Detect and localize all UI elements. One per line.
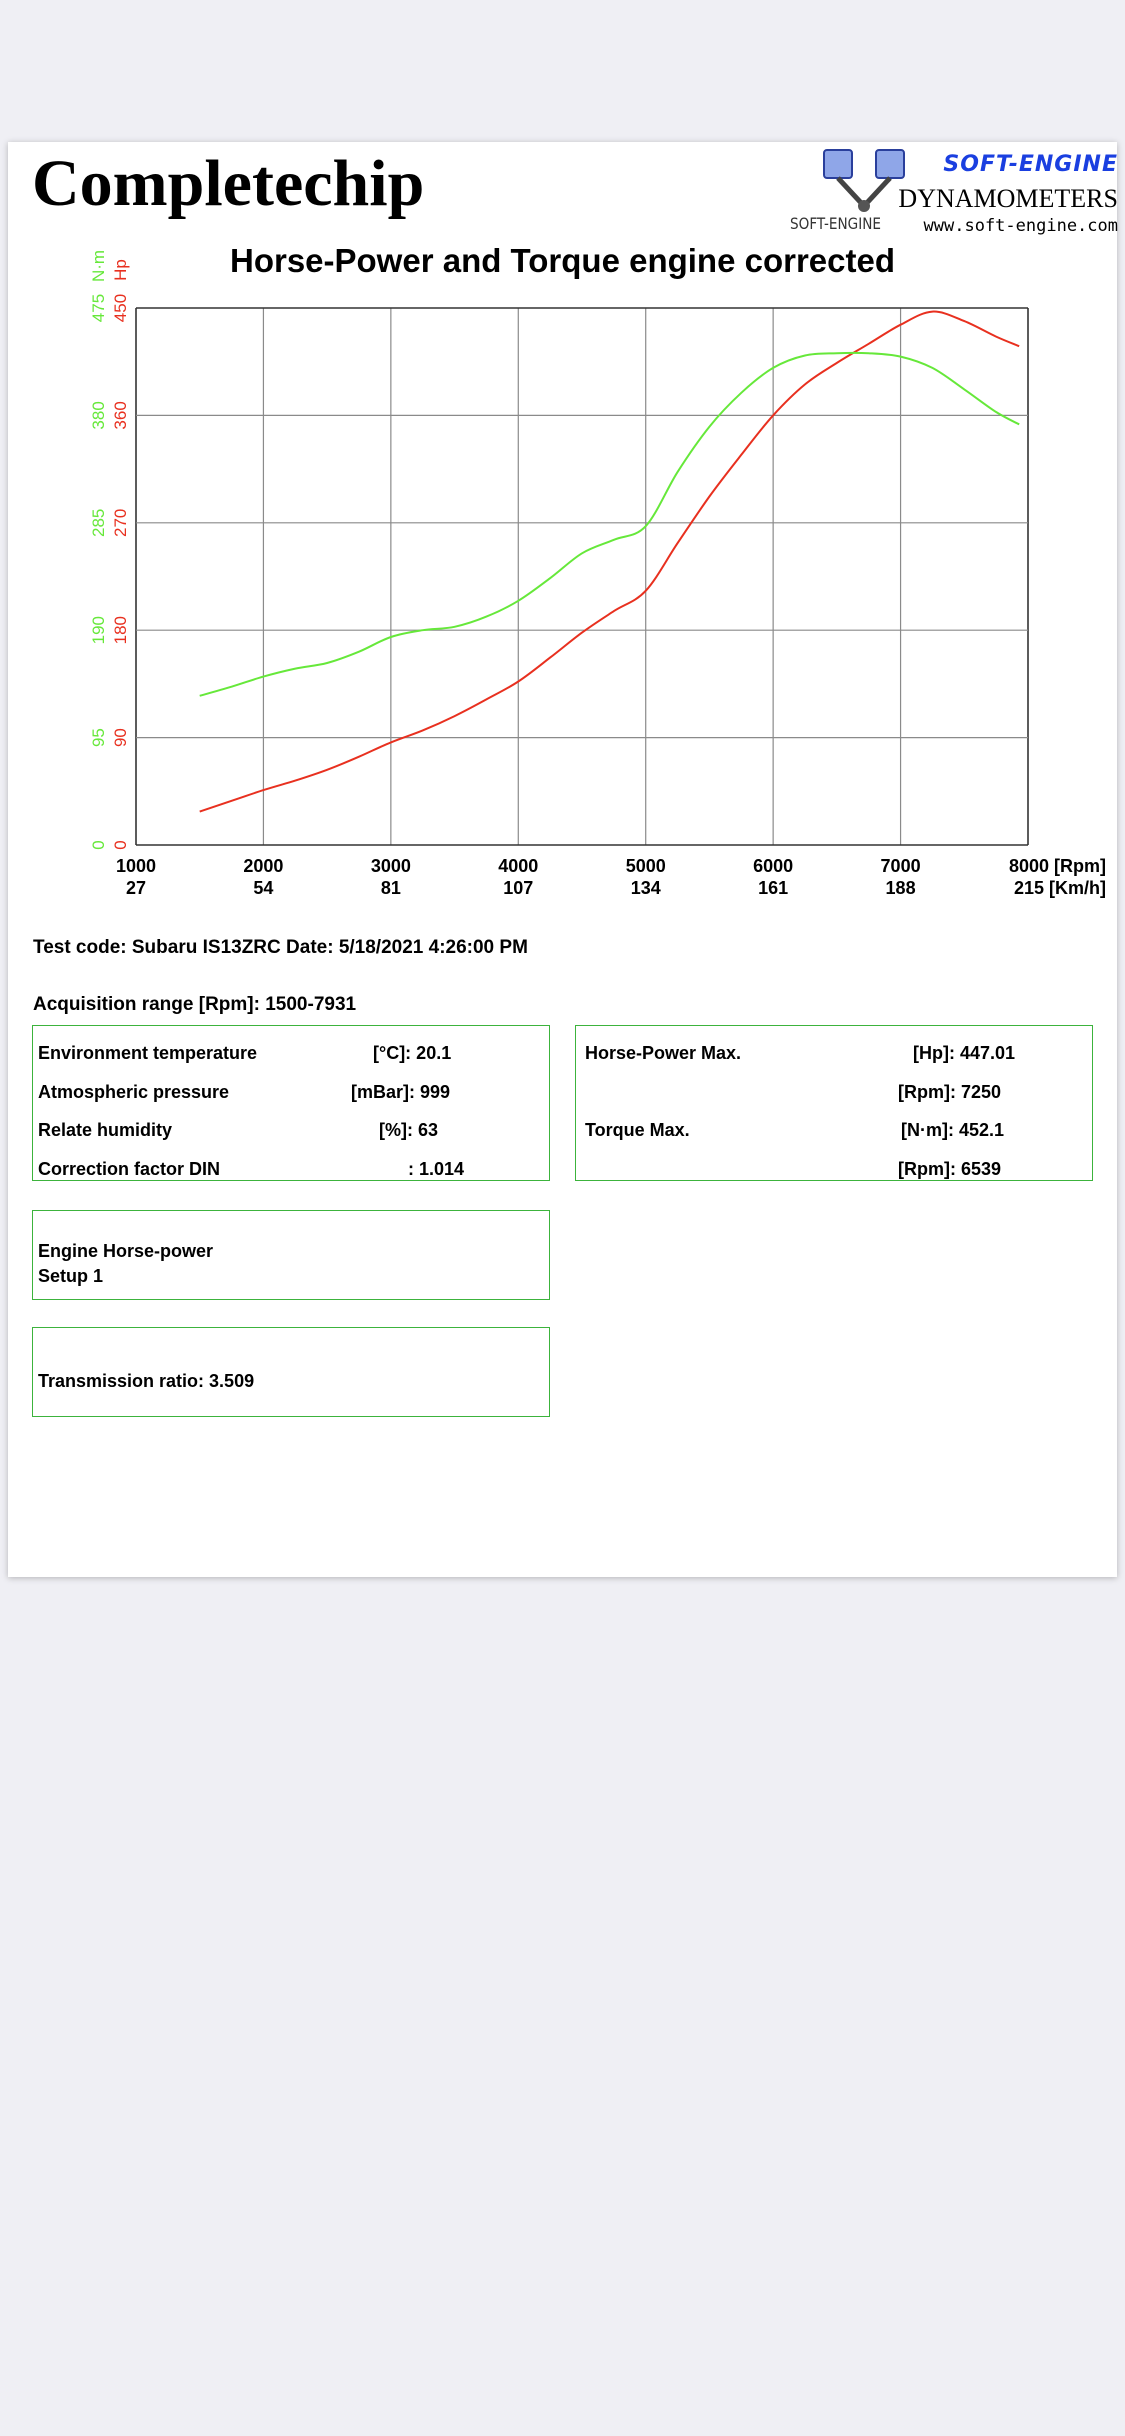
x-tick-rpm: 3000: [370, 856, 411, 876]
hp-max-value: [Hp]: 447.01: [913, 1043, 1016, 1063]
setup-line1: Engine Horse-power: [38, 1241, 214, 1261]
x-tick-kmh: 27: [125, 878, 147, 898]
chart-title: Horse-Power and Torque engine corrected: [229, 242, 896, 279]
transmission-box: [32, 1327, 550, 1417]
x-tick-kmh: 134: [630, 878, 661, 898]
y-tick-torque: 190: [89, 616, 108, 645]
env-pressure-value: [mBar]: 999: [351, 1082, 451, 1102]
x-tick-rpm: 4000: [498, 856, 539, 876]
setup-box: [32, 1210, 550, 1300]
logo-url: www.soft-engine.com: [923, 216, 1118, 236]
setup-line2: Setup 1: [38, 1266, 104, 1286]
x-tick-kmh: 188: [885, 878, 916, 898]
x-tick-kmh: 107: [503, 878, 534, 898]
env-correction-value: : 1.014: [408, 1159, 465, 1179]
y-tick-hp: 270: [111, 508, 130, 537]
y-tick-hp: 90: [111, 728, 130, 748]
torque-max-label: Torque Max.: [585, 1120, 690, 1140]
hp-curve: [200, 312, 1020, 812]
torque-curve: [200, 353, 1020, 696]
y-tick-hp: 450: [111, 293, 130, 323]
logo-name: SOFT-ENGINE: [943, 152, 1118, 177]
y-tick-hp: 360: [111, 401, 130, 430]
env-temp-value: [°C]: 20.1: [373, 1043, 452, 1063]
x-tick-kmh: 54: [253, 878, 274, 898]
logo-mark-text: SOFT-ENGINE: [790, 214, 881, 233]
x-tick-rpm: 7000: [880, 856, 921, 876]
y-tick-torque: 475: [89, 293, 108, 323]
logo-dynamometers: DYNAMOMETERS: [898, 184, 1118, 213]
x-tick-rpm: 1000: [115, 856, 157, 876]
test-code-line: Test code: Subaru IS13ZRC Date: 5/18/2021 4:26:00 PM: [33, 937, 528, 958]
torque-max-value: [N·m]: 452.1: [901, 1120, 1005, 1140]
hp-max-rpm: [Rpm]: 7250: [898, 1082, 1002, 1102]
env-temp-label: Environment temperature: [38, 1043, 258, 1063]
y-tick-torque: 95: [89, 728, 108, 748]
x-tick-kmh: 161: [758, 878, 789, 898]
hp-max-label: Horse-Power Max.: [585, 1043, 742, 1063]
acquisition-range: Acquisition range [Rpm]: 1500-7931: [33, 994, 357, 1015]
x-tick-rpm: 8000 [Rpm]: [1009, 856, 1107, 876]
y-tick-hp: 0: [111, 840, 130, 850]
transmission-ratio: Transmission ratio: 3.509: [38, 1371, 255, 1391]
env-humidity-value: [%]: 63: [379, 1120, 439, 1140]
env-correction-label: Correction factor DIN: [38, 1159, 221, 1179]
y-tick-torque: 285: [89, 508, 108, 537]
dyno-sheet: [8, 142, 1117, 1577]
x-tick-rpm: 6000: [753, 856, 794, 876]
x-tick-rpm: 2000: [243, 856, 284, 876]
x-tick-kmh: 215 [Km/h]: [1014, 878, 1107, 898]
dyno-chart: [8, 142, 1117, 912]
x-tick-rpm: 5000: [625, 856, 666, 876]
y-tick-hp: 180: [111, 616, 130, 645]
y-axis-label-hp: Hp: [111, 259, 130, 281]
torque-max-rpm: [Rpm]: 6539: [898, 1159, 1002, 1179]
x-tick-kmh: 81: [380, 878, 401, 898]
brand-title: Completechip: [32, 147, 425, 220]
y-axis-label-torque: N·m: [89, 249, 108, 283]
y-tick-torque: 380: [89, 401, 108, 430]
env-pressure-label: Atmospheric pressure: [38, 1082, 230, 1102]
y-tick-torque: 0: [89, 840, 108, 850]
env-humidity-label: Relate humidity: [38, 1120, 173, 1140]
max-values-box: [575, 1025, 1093, 1181]
environment-box: [32, 1025, 550, 1181]
